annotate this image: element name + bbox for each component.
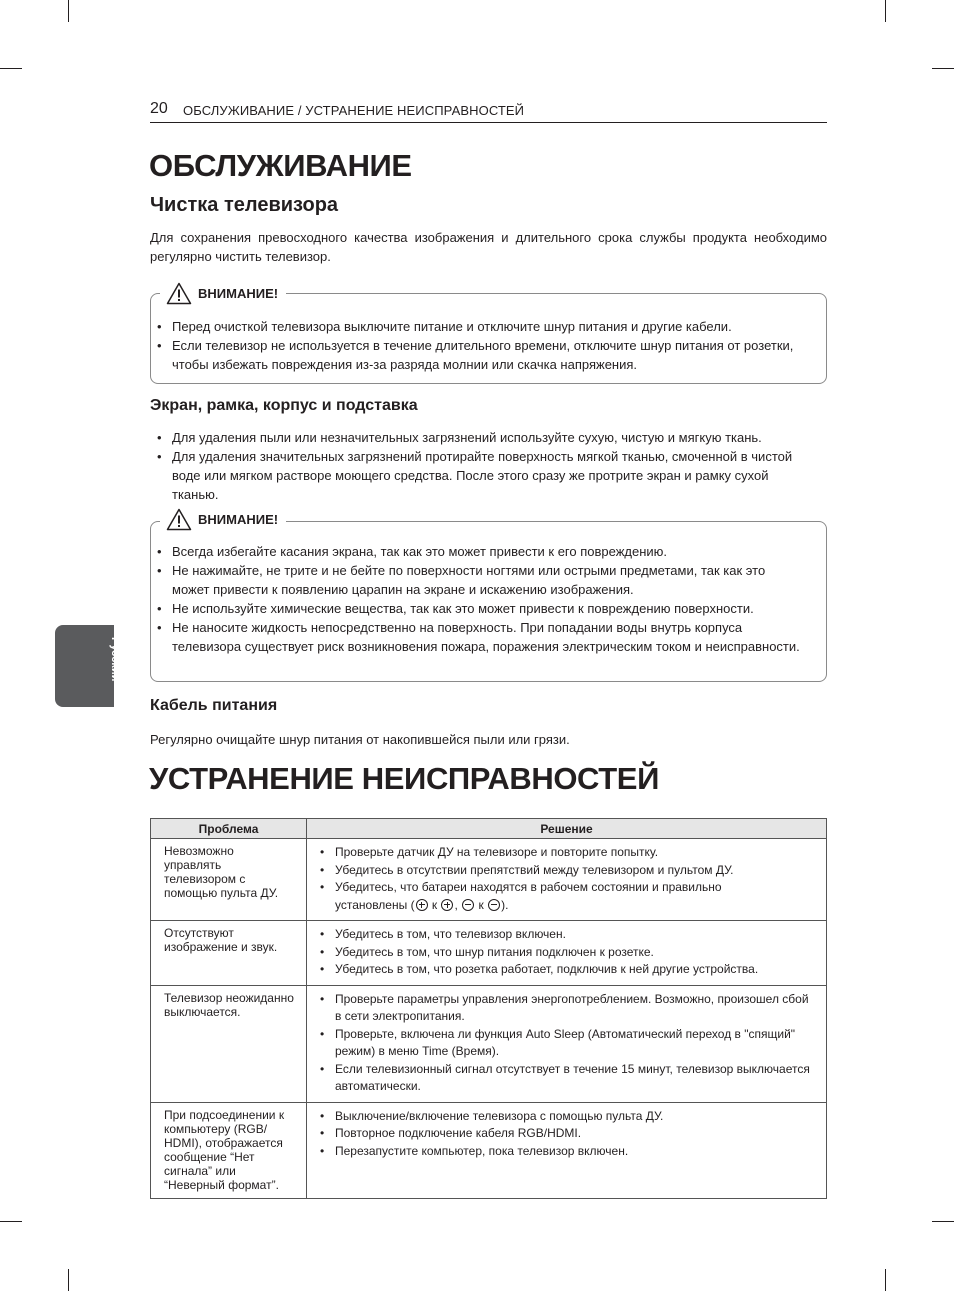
troubleshooting-table: [150, 818, 827, 1199]
crop-mark: [932, 1221, 954, 1222]
solution-item: • Перезапустите компьютер, пока телевизор включен.: [320, 1143, 816, 1161]
running-section-title: ОБСЛУЖИВАНИЕ / УСТРАНЕНИЕ НЕИСПРАВНОСТЕЙ: [183, 103, 525, 118]
solution-item: • Убедитесь в том, что розетка работает, подключив к ней другие устройства.: [320, 961, 816, 979]
column-header-problem: Проблема: [151, 819, 307, 839]
table-row: [151, 839, 827, 921]
screen-section-title: Экран, рамка, корпус и подставка: [150, 397, 418, 414]
troubleshooting-title: УСТРАНЕНИЕ НЕИСПРАВНОСТЕЙ: [149, 761, 659, 796]
solution-text: ,: [454, 897, 462, 912]
solution-cell: [307, 1102, 827, 1198]
language-tab-label: Русский: [109, 637, 121, 682]
cleaning-intro: Для сохранения превосходного качества изображения и длительного срока службы продукта необходимо регулярно чистить телевизор.: [150, 230, 827, 264]
problem-cell: Телевизор неожиданно выключается.: [151, 985, 307, 1102]
solution-item: • Выключение/включение телевизора с помощью пульта ДУ.: [320, 1108, 816, 1126]
list-item: • Если телевизор не используется в течение длительного времени, отключите шнур питания от розетки, чтобы избежать повреждения из-за разряда молнии или скачка напряжения.: [157, 336, 807, 374]
solution-item: [320, 879, 816, 914]
crop-mark: [885, 1269, 886, 1291]
cleaning-title: Чистка телевизора: [150, 194, 339, 216]
list-item: • Не нажимайте, не трите и не бейте по поверхности ногтями или острыми предметами, так как это может привести к появлению царапин на экране и искажению изображения.: [157, 561, 802, 599]
solution-text: к: [475, 897, 488, 912]
crop-mark: [0, 68, 22, 69]
crop-mark: [0, 1221, 22, 1222]
list-item: • Всегда избегайте касания экрана, так как это может привести к его повреждению.: [157, 542, 817, 561]
caution-header: [160, 282, 286, 305]
list-item: • Для удаления значительных загрязнений протирайте поверхность мягкой тканью, смоченной в чистой воде или мягком растворе моющего средства. После этого сразу же протрите экран и рамку сухой тканью.: [157, 447, 800, 504]
caution-header: [160, 508, 286, 531]
solution-text: установлены (: [335, 897, 415, 912]
crop-mark: [68, 1269, 69, 1291]
cable-section-title: Кабель питания: [150, 697, 278, 714]
solution-cell: [307, 985, 827, 1102]
caution-list: [157, 317, 807, 374]
table-row: [151, 985, 827, 1102]
plus-terminal-icon: [416, 899, 428, 911]
solution-text: ).: [501, 897, 509, 912]
table-header-row: [151, 819, 827, 839]
solution-item: • Убедитесь в том, что шнур питания подключен к розетке.: [320, 944, 816, 962]
problem-cell: При подсоединении к компьютеру (RGB/ HDMI), отображается сообщение “Нет сигнала” или “Неверный формат”.: [151, 1102, 307, 1198]
solution-item: • Убедитесь в отсутствии препятствий между телевизором и пультом ДУ.: [320, 862, 816, 880]
caution-label: ВНИМАНИЕ!: [198, 286, 279, 301]
caution-list: [157, 542, 817, 656]
solution-cell: [307, 839, 827, 921]
solution-item: • Проверьте датчик ДУ на телевизоре и повторите попытку.: [320, 844, 816, 862]
page-header: [150, 100, 827, 123]
page-number: 20: [150, 100, 168, 117]
maintenance-title: ОБСЛУЖИВАНИЕ: [149, 148, 412, 183]
list-item: • Перед очисткой телевизора выключите питание и отключите шнур питания и другие кабели.: [157, 317, 807, 336]
crop-mark: [68, 0, 69, 22]
solution-item: • Проверьте, включена ли функция Auto Sleep (Автоматический переход в "спящий" режим) в меню Time (Время).: [320, 1026, 816, 1061]
solution-item: • Если телевизионный сигнал отсутствует в течение 15 минут, телевизор выключается автоматически.: [320, 1061, 816, 1096]
plus-terminal-icon: [441, 899, 453, 911]
list-item: • Для удаления пыли или незначительных загрязнений используйте сухую, чистую и мягкую ткань.: [157, 428, 822, 447]
minus-terminal-icon: [488, 899, 500, 911]
caution-label: ВНИМАНИЕ!: [198, 512, 279, 527]
warning-triangle-icon: [166, 508, 192, 531]
language-tab: [55, 625, 121, 707]
solution-item: • Проверьте параметры управления энергопотреблением. Возможно, произошел сбой в сети электропитания.: [320, 991, 816, 1026]
solution-text: к: [428, 897, 441, 912]
crop-mark: [932, 68, 954, 69]
solution-cell: [307, 921, 827, 986]
solution-item: • Убедитесь в том, что телевизор включен.: [320, 926, 816, 944]
screen-care-list: [157, 428, 822, 504]
table-row: [151, 1102, 827, 1198]
warning-triangle-icon: [166, 282, 192, 305]
problem-cell: Невозможно управлять телевизором с помощью пульта ДУ.: [151, 839, 307, 921]
cable-text: Регулярно очищайте шнур питания от накопившейся пыли или грязи.: [150, 732, 570, 747]
minus-terminal-icon: [462, 899, 474, 911]
column-header-solution: Решение: [307, 819, 827, 839]
solution-item: • Повторное подключение кабеля RGB/HDMI.: [320, 1125, 816, 1143]
list-item: • Не используйте химические вещества, так как это может привести к повреждению поверхности.: [157, 599, 817, 618]
problem-cell: Отсутствуют изображение и звук.: [151, 921, 307, 986]
solution-text: Убедитесь, что батареи находятся в рабочем состоянии и правильно: [335, 880, 722, 894]
list-item: • Не наносите жидкость непосредственно на поверхность. При попадании воды внутрь корпуса телевизора существует риск возникновения пожара, поражения электрическим током и неисправности.: [157, 618, 802, 656]
crop-mark: [885, 0, 886, 22]
table-row: [151, 921, 827, 986]
